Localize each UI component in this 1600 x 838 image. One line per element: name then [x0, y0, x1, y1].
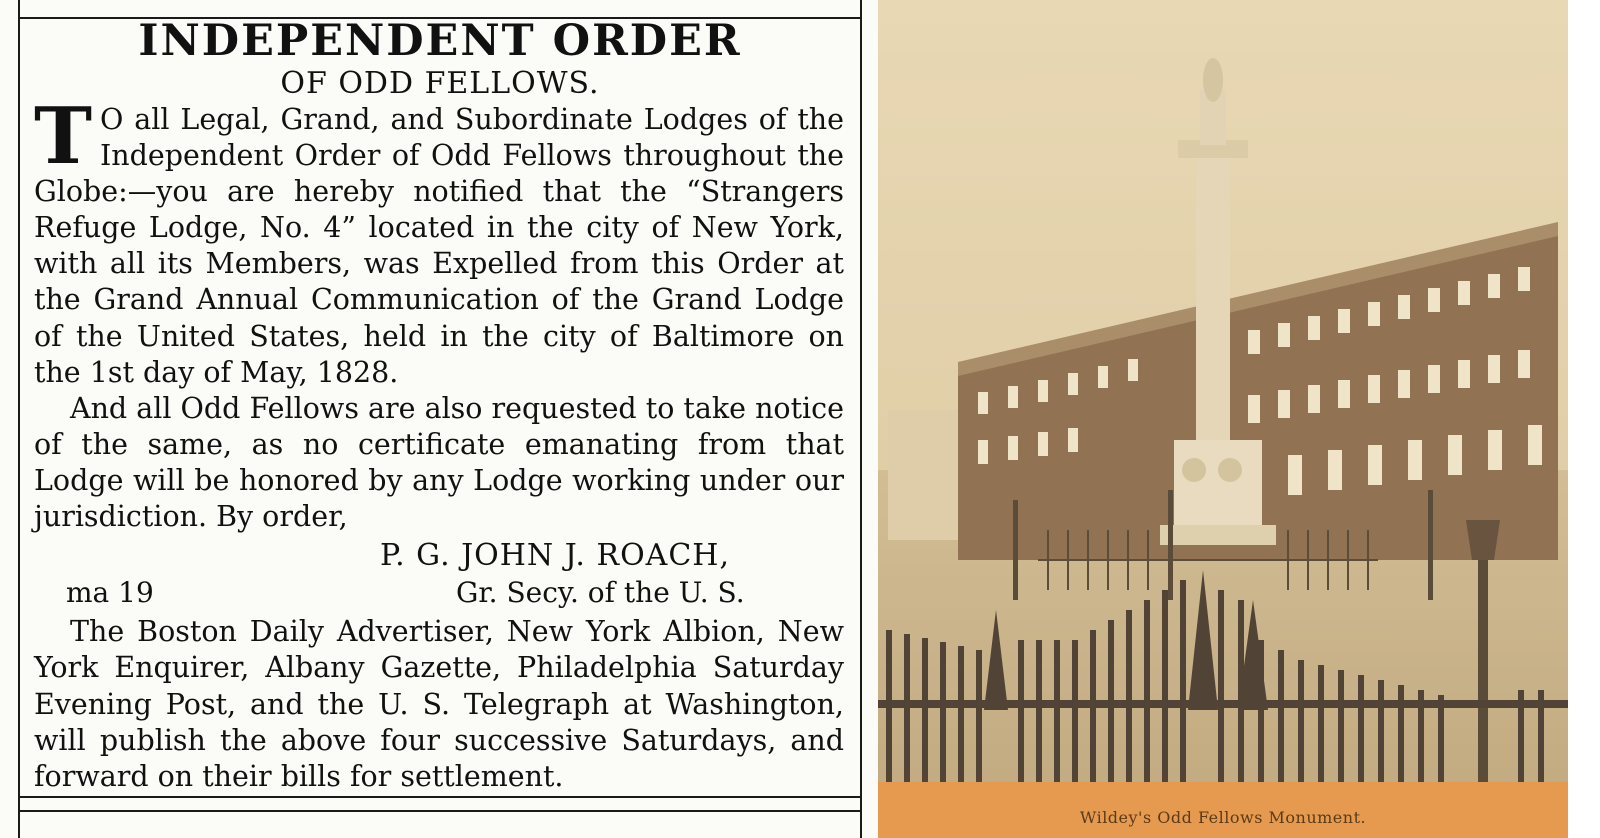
clipping-body — [34, 91, 844, 535]
bottom-rule — [18, 810, 862, 812]
photo-caption: Wildey's Odd Fellows Monument. — [1079, 808, 1367, 827]
publication-notice-text: The Boston Daily Advertiser, New York Albion, New York Enquirer, Albany Gazette, Philadelphia Saturday Evening Post, and the U. S. Telegraph at Washington, will publish the above four successive Saturdays, and forward on their bills for settlement. — [34, 615, 844, 794]
right-column-rule — [860, 0, 862, 838]
clipping-title: INDEPENDENT ORDER — [138, 16, 742, 66]
signature-name: P. G. JOHN J. ROACH, — [380, 538, 730, 573]
publication-notice — [34, 614, 844, 795]
paragraph-1-text: O all Legal, Grand, and Subordinate Lodges of the Independent Order of Odd Fellows throughout the Globe:—you are hereby notified that the “Strangers Refuge Lodge, No. 4” located in the city of New York, with all its Members, was Expelled from this Order at the Grand Annual Communication of the Grand Lodge of the United States, held in the city of Baltimore on the 1st day of May, 1828. — [34, 103, 844, 389]
photo-fade — [878, 0, 1568, 790]
stereoview-card — [878, 0, 1568, 838]
notice-paragraph-1 — [34, 91, 844, 391]
photo-illustration — [878, 0, 1568, 838]
section-separator — [20, 796, 860, 798]
left-column-rule — [18, 0, 20, 838]
drop-cap: T — [34, 91, 93, 182]
clipping-subtitle: OF ODD FELLOWS. — [280, 66, 600, 101]
signature-date: ma 19 — [66, 576, 154, 609]
signature-title: Gr. Secy. of the U. S. — [456, 576, 745, 609]
notice-paragraph-2: And all Odd Fellows are also requested to take notice of the same, as no certificate emanating from that Lodge will be honored by any Lodge working under our jurisdiction. By order, — [34, 391, 844, 534]
right-margin — [1568, 0, 1600, 838]
monument-photograph — [878, 0, 1568, 838]
